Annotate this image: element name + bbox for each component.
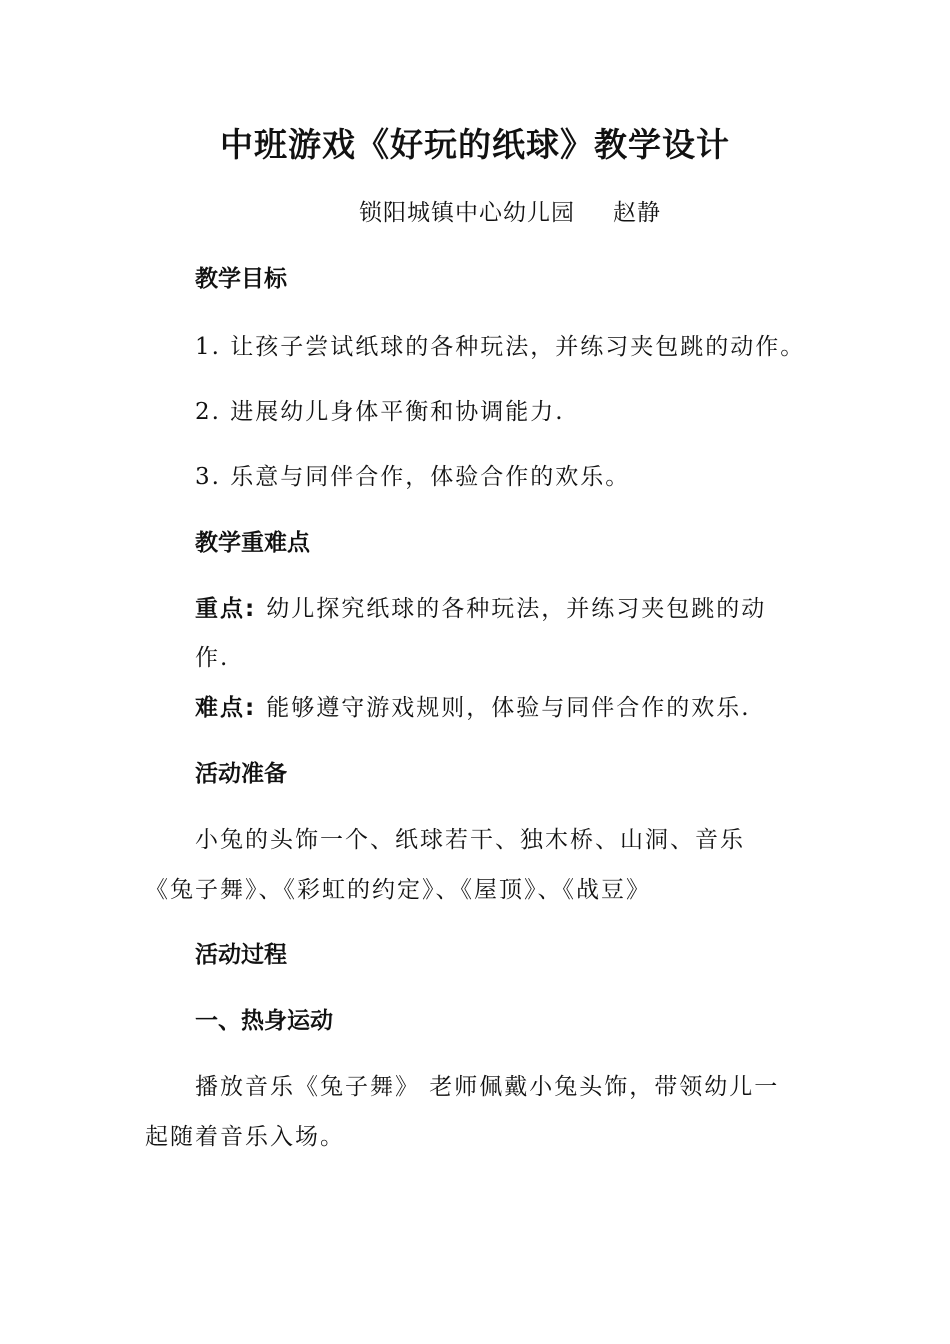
process-heading: 活动过程 (195, 942, 287, 968)
author-line (359, 202, 661, 225)
difficulty-label: 难点: (195, 695, 257, 721)
author-school: 锁阳城镇中心幼儿园 (359, 200, 575, 226)
author-name: 赵静 (613, 200, 661, 226)
preparation-line-1: 小兔的头饰一个、纸球若干、独木桥、山洞、音乐 (195, 827, 745, 853)
difficulty-text: 能够遵守游戏规则，体验与同伴合作的欢乐. (266, 695, 751, 721)
goal-item-1: 1. 让孩子尝试纸球的各种玩法，并练习夹包跳的动作。 (195, 334, 806, 360)
preparation-heading: 活动准备 (195, 761, 287, 787)
key-point-text-continued: 作. (195, 645, 230, 671)
warmup-line-1: 播放音乐《兔子舞》 老师佩戴小兔头饰，带领幼儿一 (195, 1074, 780, 1100)
goal-item-3: 3. 乐意与同伴合作，体验合作的欢乐。 (195, 464, 631, 490)
key-points-heading: 教学重难点 (195, 530, 310, 556)
key-point-label: 重点: (195, 596, 257, 622)
key-point-line (195, 598, 766, 621)
key-point-text: 幼儿探究纸球的各种玩法，并练习夹包跳的动 (266, 596, 767, 622)
document-title: 中班游戏《好玩的纸球》教学设计 (220, 125, 730, 164)
goal-item-2: 2. 进展幼儿身体平衡和协调能力. (195, 399, 565, 425)
warmup-line-2: 起随着音乐入场。 (145, 1124, 345, 1150)
difficulty-line (195, 697, 751, 720)
goals-heading: 教学目标 (195, 266, 287, 292)
preparation-line-2: 《兔子舞》、《彩虹的约定》、《屋顶》、《战豆》 (145, 877, 651, 903)
warmup-heading: 一、热身运动 (195, 1008, 333, 1034)
